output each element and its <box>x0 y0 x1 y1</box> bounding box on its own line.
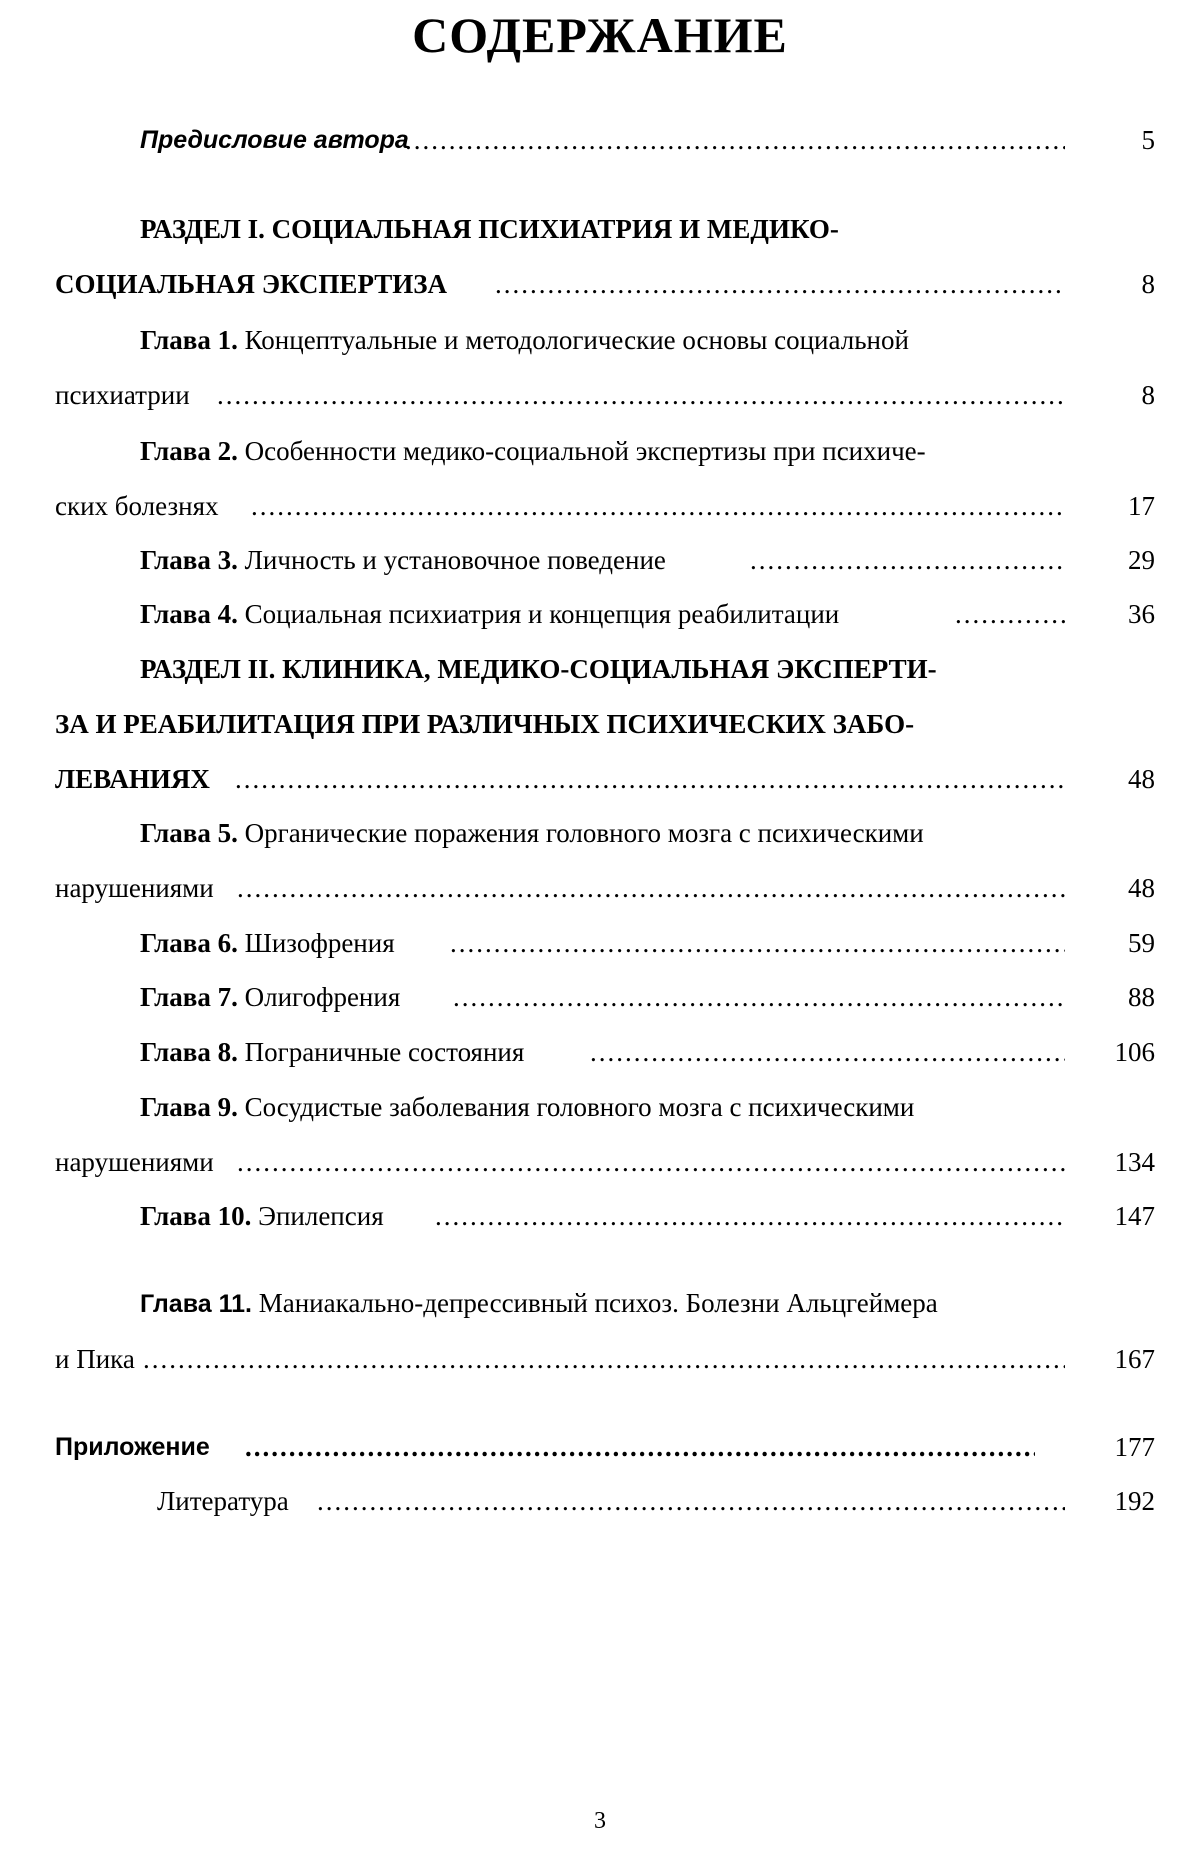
chapter-label: Глава 3. <box>140 545 238 575</box>
toc-entry-section-2-line-2[interactable] <box>55 700 1155 748</box>
toc-entry-chapter-8[interactable] <box>55 1028 1155 1076</box>
toc-leader <box>237 1138 1065 1186</box>
toc-entry-literature[interactable] <box>55 1477 1155 1525</box>
chapter-title: Личность и установочное поведение <box>237 545 666 575</box>
toc-page-number: 134 <box>1114 1147 1155 1177</box>
chapter-title: Эпилепсия <box>251 1201 384 1231</box>
toc-section-2-heading-cont-2: ЛЕВАНИЯХ <box>55 764 210 794</box>
toc-entry-section-1-line-1[interactable] <box>55 205 1155 253</box>
toc-page-number: 8 <box>1141 269 1155 299</box>
toc-leader <box>955 590 1065 638</box>
page-number: 3 <box>594 1808 606 1834</box>
toc-section-2-heading-cont: ЗА И РЕАБИЛИТАЦИЯ ПРИ РАЗЛИЧНЫХ ПСИХИЧЕСКИХ ЗАБО- <box>55 709 915 739</box>
toc-entry-section-1-line-2[interactable] <box>55 260 1155 308</box>
toc-entry-chapter-1-line-1[interactable] <box>55 316 1155 364</box>
chapter-title: Концептуальные и методологические основы социальной <box>237 325 909 355</box>
chapter-title: Олигофрения <box>237 982 401 1012</box>
toc-entry-chapter-6[interactable] <box>55 919 1155 967</box>
toc-section-2-heading: РАЗДЕЛ II. КЛИНИКА, МЕДИКО-СОЦИАЛЬНАЯ ЭКСПЕРТИ- <box>140 654 937 684</box>
toc-entry-chapter-5-line-2[interactable] <box>55 864 1155 912</box>
toc-page-number: 17 <box>1128 491 1155 521</box>
toc-page-number: 147 <box>1114 1201 1155 1231</box>
toc-page-number: 177 <box>1114 1432 1155 1462</box>
toc-page-number: 29 <box>1128 545 1155 575</box>
toc-page-number: 5 <box>1141 125 1155 155</box>
toc-appendix-text: Приложение <box>55 1433 210 1461</box>
chapter-title-cont: ских болезнях <box>55 491 219 521</box>
toc-entry-chapter-5-line-1[interactable] <box>55 809 1155 857</box>
toc-entry-chapter-1-line-2[interactable] <box>55 371 1155 419</box>
chapter-label: Глава 1. <box>140 325 238 355</box>
chapter-label: Глава 11. <box>140 1290 252 1318</box>
toc-leader <box>453 973 1065 1021</box>
toc-leader <box>143 1335 1065 1383</box>
chapter-title: Социальная психиатрия и концепция реабилитации <box>237 599 840 629</box>
toc-page-number: 36 <box>1128 599 1155 629</box>
toc-entry-chapter-2-line-2[interactable] <box>55 482 1155 530</box>
toc-entry-section-2-line-3[interactable] <box>55 755 1155 803</box>
chapter-title-cont: нарушениями <box>55 873 214 903</box>
toc-page-number: 8 <box>1141 380 1155 410</box>
toc-literature-text: Литература <box>157 1486 289 1516</box>
toc-leader <box>435 1192 1065 1240</box>
toc-leader <box>317 1477 1065 1525</box>
toc-section-1-heading: РАЗДЕЛ I. СОЦИАЛЬНАЯ ПСИХИАТРИЯ И МЕДИКО- <box>140 214 839 244</box>
chapter-title-cont: психиатрии <box>55 380 190 410</box>
toc-leader <box>590 1028 1065 1076</box>
toc-leader <box>495 260 1065 308</box>
chapter-title: Маниакально-депрессивный психоз. Болезни Альцгеймера <box>251 1288 938 1318</box>
toc-leader <box>235 755 1065 803</box>
toc-page-number: 88 <box>1128 982 1155 1012</box>
toc-leader <box>237 864 1065 912</box>
toc-entry-chapter-2-line-1[interactable] <box>55 427 1155 475</box>
chapter-label: Глава 5. <box>140 818 238 848</box>
toc-leader <box>245 1423 1035 1471</box>
toc-page-number: 192 <box>1114 1486 1155 1516</box>
page-title: СОДЕРЖАНИЕ <box>412 7 788 63</box>
chapter-label: Глава 7. <box>140 982 238 1012</box>
chapter-label: Глава 9. <box>140 1092 238 1122</box>
toc-entry-chapter-7[interactable] <box>55 973 1155 1021</box>
toc-entry-chapter-10[interactable] <box>55 1192 1155 1240</box>
chapter-label: Глава 2. <box>140 436 238 466</box>
toc-preface-text: Предисловие автора <box>140 126 409 154</box>
toc-leader <box>750 536 1065 584</box>
toc-page-number: 167 <box>1114 1344 1155 1374</box>
toc-entry-chapter-11-line-1[interactable] <box>55 1279 1155 1327</box>
toc-entry-chapter-9-line-1[interactable] <box>55 1083 1155 1131</box>
toc-entry-section-2-line-1[interactable] <box>55 645 1155 693</box>
toc-leader <box>217 371 1065 419</box>
chapter-title-cont: и Пика <box>55 1344 135 1374</box>
toc-page-number: 48 <box>1128 764 1155 794</box>
toc-page-number: 106 <box>1114 1037 1155 1067</box>
chapter-label: Глава 8. <box>140 1037 238 1067</box>
toc-entry-preface[interactable] <box>55 116 1155 164</box>
chapter-title: Пограничные состояния <box>237 1037 525 1067</box>
toc-entry-appendix[interactable] <box>55 1423 1155 1471</box>
chapter-title: Органические поражения головного мозга с психическими <box>237 818 924 848</box>
chapter-label: Глава 6. <box>140 928 238 958</box>
chapter-title: Особенности медико-социальной экспертизы при психиче- <box>237 436 926 466</box>
toc-entry-chapter-9-line-2[interactable] <box>55 1138 1155 1186</box>
chapter-label: Глава 4. <box>140 599 238 629</box>
chapter-title: Шизофрения <box>237 928 395 958</box>
toc-entry-chapter-3[interactable] <box>55 536 1155 584</box>
toc-leader <box>450 919 1065 967</box>
toc-leader <box>251 482 1065 530</box>
chapter-title: Сосудистые заболевания головного мозга с психическими <box>237 1092 915 1122</box>
toc-entry-chapter-4[interactable] <box>55 590 1155 638</box>
toc-entry-chapter-11-line-2[interactable] <box>55 1335 1155 1383</box>
toc-page-number: 59 <box>1128 928 1155 958</box>
chapter-label: Глава 10. <box>140 1201 252 1231</box>
toc-leader <box>405 116 1065 164</box>
chapter-title-cont: нарушениями <box>55 1147 214 1177</box>
toc-section-1-heading-cont: СОЦИАЛЬНАЯ ЭКСПЕРТИЗА <box>55 269 448 299</box>
toc-page-number: 48 <box>1128 873 1155 903</box>
